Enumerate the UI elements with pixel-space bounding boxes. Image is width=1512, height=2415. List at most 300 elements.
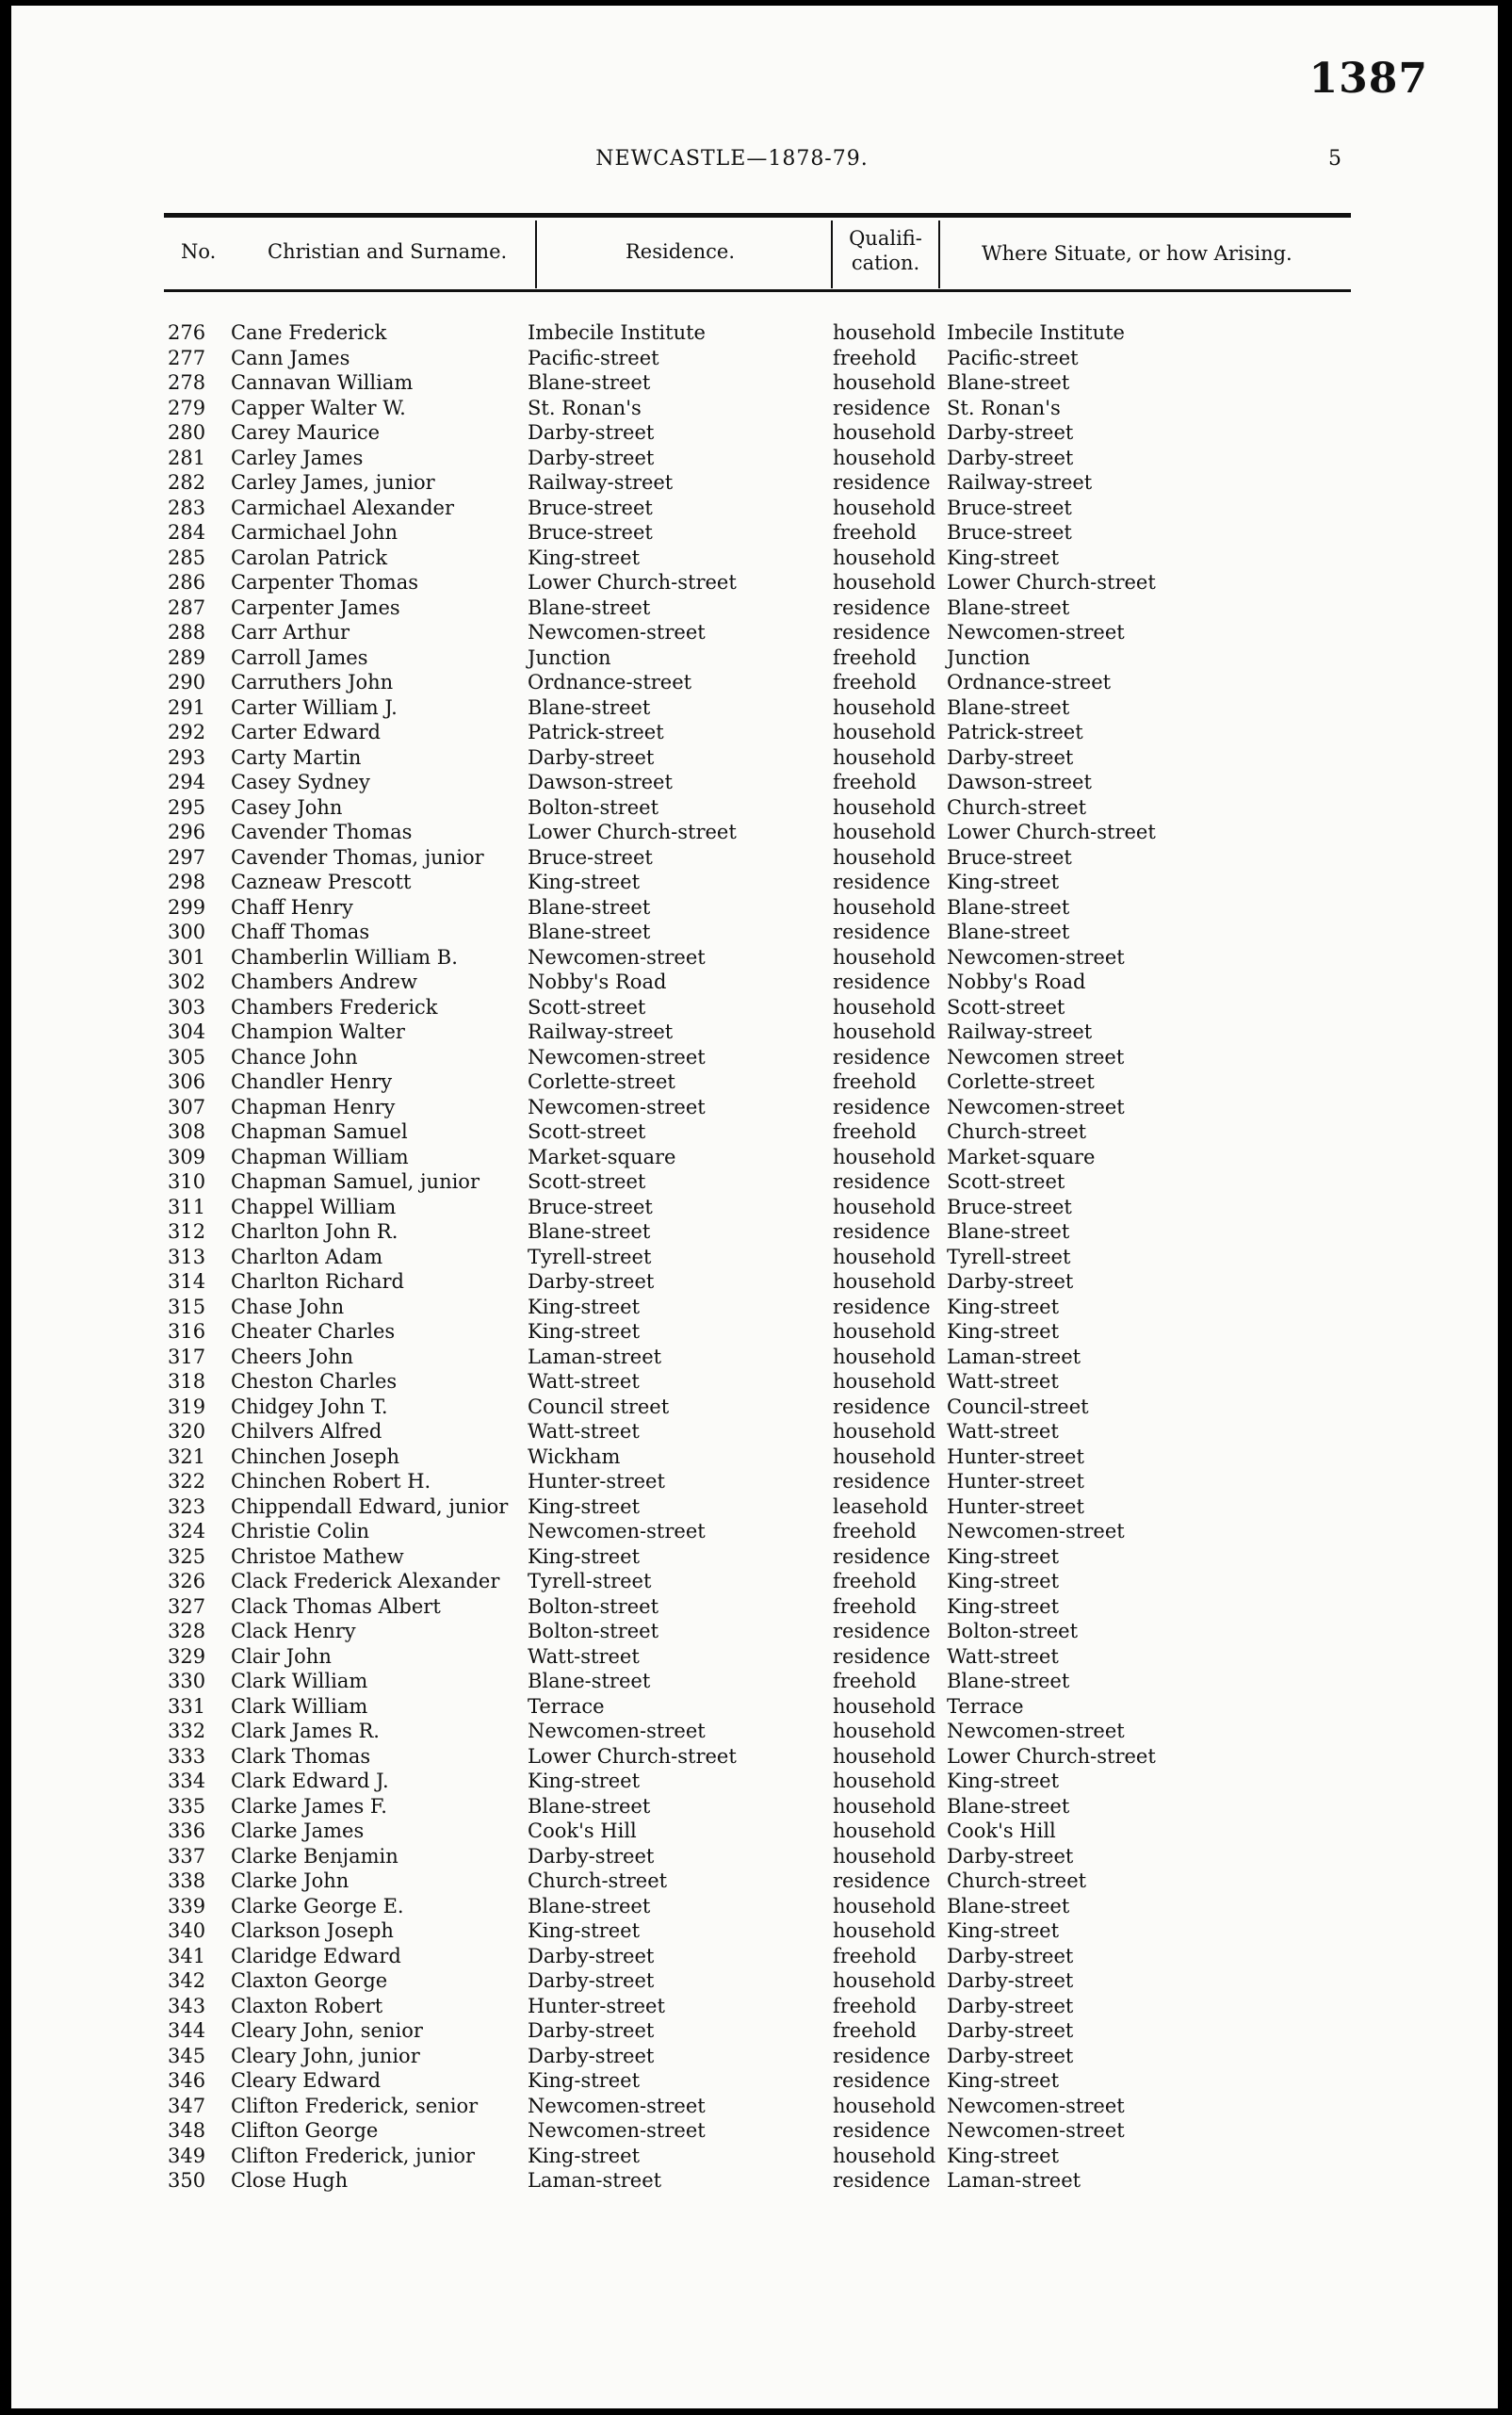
voter-name: Claxton George [231, 1969, 388, 1992]
qualification-cell: household [833, 945, 936, 969]
entry-number: 296 [168, 821, 206, 843]
where-situate-cell: Blane-street [947, 921, 1070, 943]
where-situate-cell: Blane-street [947, 895, 1070, 919]
where-situate-cell: King-street [947, 1544, 1060, 1568]
where-situate-cell: Council-street [947, 1395, 1089, 1418]
table-row [11, 1744, 1498, 1770]
entry-number: 290 [168, 671, 206, 693]
table-row [11, 845, 1498, 871]
voter-name: Close Hugh [231, 2169, 349, 2192]
voter-name: Chinchen Robert H. [231, 1470, 431, 1493]
header-bottom-rule [164, 289, 1351, 292]
where-situate-cell: Church-street [947, 1120, 1087, 1143]
residence-cell: Lower Church-street [528, 571, 737, 594]
residence-cell: Lower Church-street [528, 1744, 737, 1768]
entry-number: 313 [168, 1245, 206, 1268]
table-row [11, 2044, 1498, 2069]
column-divider [535, 220, 537, 288]
table-row [11, 695, 1498, 721]
qualification-cell: freehold [833, 2019, 917, 2042]
voter-name: Carruthers John [231, 671, 394, 693]
qualification-cell: household [833, 1844, 936, 1868]
table-row [11, 1819, 1498, 1844]
table-row [11, 945, 1498, 971]
where-situate-cell: Bruce-street [947, 496, 1072, 519]
qualification-cell: household [833, 1720, 936, 1742]
voter-name: Clack Henry [231, 1620, 356, 1642]
voter-name: Carpenter Thomas [231, 571, 418, 594]
residence-cell: Bruce-street [528, 1195, 653, 1218]
column-header-qualification [838, 226, 933, 275]
entry-number: 322 [168, 1470, 206, 1493]
where-situate-cell: Darby-street [947, 2019, 1074, 2042]
voter-name: Clarke George E. [231, 1894, 404, 1917]
residence-cell: Imbecile Institute [528, 321, 706, 344]
voter-name: Claridge Edward [231, 1944, 401, 1967]
table-row [11, 346, 1498, 371]
where-situate-cell: King-street [947, 2069, 1060, 2092]
table-row [11, 1494, 1498, 1520]
table-row [11, 1145, 1498, 1170]
table-row [11, 1794, 1498, 1819]
qualification-cell: household [833, 1270, 936, 1293]
page-number: 5 [1328, 147, 1341, 171]
voter-name: Cleary John, junior [231, 2044, 420, 2067]
where-situate-cell: King-street [947, 1594, 1060, 1618]
qualification-cell: residence [833, 1544, 931, 1568]
table-row [11, 2018, 1498, 2044]
where-situate-cell: Darby-street [947, 1944, 1074, 1967]
qualification-cell: household [833, 2094, 936, 2117]
column-header-qualification-line2: cation. [851, 252, 920, 274]
residence-cell: Junction [528, 645, 611, 669]
qualification-cell: residence [833, 1644, 931, 1668]
entry-number: 319 [168, 1395, 206, 1418]
where-situate-cell: Newcomen-street [947, 621, 1125, 644]
qualification-cell: household [833, 546, 936, 569]
where-situate-cell: Lower Church-street [947, 821, 1156, 843]
voter-name: Clack Frederick Alexander [231, 1570, 500, 1592]
column-header-no: No. [181, 240, 217, 263]
table-row [11, 1719, 1498, 1744]
where-situate-cell: King-street [947, 871, 1060, 893]
table-row [11, 1918, 1498, 1944]
voter-name: Chaff Thomas [231, 921, 370, 943]
entry-number: 291 [168, 695, 206, 719]
voter-name: Chinchen Joseph [231, 1444, 399, 1468]
voter-name: Carolan Patrick [231, 546, 388, 569]
residence-cell: Newcomen-street [528, 2094, 706, 2117]
voter-name: Chilvers Alfred [231, 1420, 382, 1443]
table-row [11, 1295, 1498, 1320]
qualification-cell: residence [833, 1095, 931, 1118]
qualification-cell: household [833, 1894, 936, 1917]
where-situate-cell: King-street [947, 1770, 1060, 1792]
table-row [11, 870, 1498, 895]
qualification-cell: household [833, 695, 936, 719]
where-situate-cell: Scott-street [947, 995, 1065, 1019]
qualification-cell: household [833, 1320, 936, 1343]
entry-number: 325 [168, 1544, 206, 1568]
table-row [11, 496, 1498, 521]
entry-number: 348 [168, 2119, 206, 2142]
where-situate-cell: Darby-street [947, 1994, 1074, 2017]
qualification-cell: residence [833, 1220, 931, 1243]
document-page [11, 6, 1498, 2408]
residence-cell: Blane-street [528, 1894, 651, 1917]
table-row [11, 1020, 1498, 1045]
voter-name: Clack Thomas Albert [231, 1594, 441, 1618]
where-situate-cell: Bolton-street [947, 1620, 1079, 1642]
voter-name: Carroll James [231, 645, 368, 669]
where-situate-cell: Watt-street [947, 1370, 1059, 1393]
where-situate-cell: Laman-street [947, 2169, 1081, 2192]
where-situate-cell: Darby-street [947, 1969, 1074, 1992]
voter-name: Chidgey John T. [231, 1395, 388, 1418]
entry-number: 333 [168, 1744, 206, 1768]
entry-number: 288 [168, 621, 206, 644]
voter-name: Cheers John [231, 1345, 354, 1368]
residence-cell: Corlette-street [528, 1070, 675, 1093]
qualification-cell: household [833, 795, 936, 819]
voter-name: Christoe Mathew [231, 1544, 404, 1568]
voter-name: Chambers Andrew [231, 971, 417, 993]
qualification-cell: household [833, 321, 936, 344]
entry-number: 316 [168, 1320, 206, 1343]
entry-number: 346 [168, 2069, 206, 2092]
entry-number: 314 [168, 1270, 206, 1293]
residence-cell: Laman-street [528, 2169, 662, 2192]
table-row [11, 1269, 1498, 1295]
qualification-cell: residence [833, 1170, 931, 1193]
qualification-cell: household [833, 721, 936, 743]
where-situate-cell: Dawson-street [947, 771, 1092, 793]
voter-name: Chapman Henry [231, 1095, 396, 1118]
qualification-cell: household [833, 845, 936, 869]
residence-cell: Bolton-street [528, 1594, 659, 1618]
where-situate-cell: Blane-street [947, 596, 1070, 619]
where-situate-cell: Blane-street [947, 371, 1070, 394]
qualification-cell: household [833, 821, 936, 843]
voter-name: Chapman William [231, 1145, 409, 1168]
table-row [11, 1868, 1498, 1894]
residence-cell: Newcomen-street [528, 2119, 706, 2142]
residence-cell: Blane-street [528, 596, 651, 619]
entry-number: 320 [168, 1420, 206, 1443]
voter-name: Clair John [231, 1644, 332, 1668]
entry-number: 306 [168, 1070, 206, 1093]
qualification-cell: residence [833, 871, 931, 893]
entry-number: 328 [168, 1620, 206, 1642]
where-situate-cell: Newcomen-street [947, 2119, 1125, 2142]
voter-name: Cheater Charles [231, 1320, 396, 1343]
where-situate-cell: Railway-street [947, 471, 1093, 494]
entry-number: 324 [168, 1520, 206, 1542]
table-row [11, 720, 1498, 745]
residence-cell: Bolton-street [528, 795, 659, 819]
where-situate-cell: Patrick-street [947, 721, 1083, 743]
residence-cell: Newcomen-street [528, 1720, 706, 1742]
entry-number: 347 [168, 2094, 206, 2117]
qualification-cell: household [833, 1245, 936, 1268]
table-row [11, 2168, 1498, 2194]
table-row [11, 2094, 1498, 2119]
qualification-cell: residence [833, 1295, 931, 1318]
header-top-rule [164, 213, 1351, 218]
where-situate-cell: Bruce-street [947, 521, 1072, 544]
entry-number: 304 [168, 1020, 206, 1043]
where-situate-cell: King-street [947, 1295, 1060, 1318]
entry-number: 292 [168, 721, 206, 743]
table-row [11, 2144, 1498, 2169]
voter-name: Chamberlin William B. [231, 945, 458, 969]
table-row [11, 920, 1498, 945]
residence-cell: Patrick-street [528, 721, 664, 743]
entry-number: 282 [168, 471, 206, 494]
voter-name: Clark Edward J. [231, 1770, 389, 1792]
qualification-cell: freehold [833, 671, 917, 693]
where-situate-cell: Hunter-street [947, 1444, 1084, 1468]
qualification-cell: freehold [833, 771, 917, 793]
qualification-cell: residence [833, 1395, 931, 1418]
entry-number: 344 [168, 2019, 206, 2042]
voter-name: Clifton Frederick, senior [231, 2094, 479, 2117]
voter-name: Clark William [231, 1670, 368, 1692]
voter-name: Cavender Thomas [231, 821, 413, 843]
voter-name: Carley James, junior [231, 471, 435, 494]
residence-cell: Ordnance-street [528, 671, 692, 693]
voter-name: Clark William [231, 1694, 368, 1718]
residence-cell: Dawson-street [528, 771, 673, 793]
residence-cell: Tyrell-street [528, 1245, 652, 1268]
residence-cell: Darby-street [528, 1270, 655, 1293]
entry-number: 339 [168, 1894, 206, 1917]
where-situate-cell: Pacific-street [947, 346, 1079, 369]
residence-cell: Tyrell-street [528, 1570, 652, 1592]
qualification-cell: freehold [833, 1070, 917, 1093]
voter-name: Carmichael Alexander [231, 496, 454, 519]
voter-name: Capper Walter W. [231, 396, 406, 419]
residence-cell: Lower Church-street [528, 821, 737, 843]
qualification-cell: household [833, 421, 936, 444]
where-situate-cell: King-street [947, 1919, 1060, 1942]
column-divider [938, 220, 940, 288]
where-situate-cell: Darby-street [947, 1844, 1074, 1868]
voter-name: Chandler Henry [231, 1070, 393, 1093]
voter-name: Clark James R. [231, 1720, 380, 1742]
residence-cell: Blane-street [528, 921, 651, 943]
table-row [11, 1844, 1498, 1869]
where-situate-cell: Tyrell-street [947, 1245, 1071, 1268]
where-situate-cell: Newcomen-street [947, 945, 1125, 969]
table-row [11, 820, 1498, 845]
voter-name: Carley James [231, 446, 364, 469]
entry-number: 326 [168, 1570, 206, 1592]
entry-number: 341 [168, 1944, 206, 1967]
where-situate-cell: Darby-street [947, 421, 1074, 444]
table-row [11, 670, 1498, 695]
where-situate-cell: Darby-street [947, 1270, 1074, 1293]
table-row [11, 1195, 1498, 1220]
table-row [11, 420, 1498, 446]
residence-cell: Newcomen-street [528, 945, 706, 969]
residence-cell: Darby-street [528, 1844, 655, 1868]
voter-name: Carpenter James [231, 596, 400, 619]
voter-name: Chase John [231, 1295, 345, 1318]
table-row [11, 1944, 1498, 1969]
residence-cell: Scott-street [528, 995, 646, 1019]
qualification-cell: household [833, 1370, 936, 1393]
table-row [11, 1345, 1498, 1370]
entry-number: 332 [168, 1720, 206, 1742]
qualification-cell: freehold [833, 1944, 917, 1967]
voter-name: Chapman Samuel [231, 1120, 408, 1143]
residence-cell: King-street [528, 1494, 641, 1518]
qualification-cell: household [833, 1145, 936, 1168]
qualification-cell: household [833, 1694, 936, 1718]
where-situate-cell: Railway-street [947, 1020, 1093, 1043]
qualification-cell: household [833, 1444, 936, 1468]
entry-number: 302 [168, 971, 206, 993]
entry-number: 309 [168, 1145, 206, 1168]
qualification-cell: household [833, 995, 936, 1019]
qualification-cell: residence [833, 471, 931, 494]
residence-cell: Railway-street [528, 471, 674, 494]
table-row [11, 320, 1498, 346]
where-situate-cell: Junction [947, 645, 1031, 669]
residence-cell: Watt-street [528, 1420, 640, 1443]
qualification-cell: residence [833, 1869, 931, 1892]
table-row [11, 1444, 1498, 1470]
where-situate-cell: Newcomen-street [947, 1520, 1125, 1542]
residence-cell: Blane-street [528, 895, 651, 919]
table-row [11, 1369, 1498, 1395]
qualification-cell: household [833, 496, 936, 519]
voter-name: Carey Maurice [231, 421, 381, 444]
residence-cell: Council street [528, 1395, 670, 1418]
entry-number: 301 [168, 945, 206, 969]
entry-number: 303 [168, 995, 206, 1019]
qualification-cell: residence [833, 2069, 931, 2092]
qualification-cell: residence [833, 921, 931, 943]
entry-number: 305 [168, 1045, 206, 1069]
voter-name: Carter William J. [231, 695, 398, 719]
qualification-cell: household [833, 1195, 936, 1218]
residence-cell: Darby-street [528, 1944, 655, 1967]
voter-name: Charlton Adam [231, 1245, 383, 1268]
where-situate-cell: Church-street [947, 795, 1087, 819]
table-row [11, 1769, 1498, 1794]
residence-cell: Cook's Hill [528, 1819, 637, 1842]
residence-cell: Newcomen-street [528, 1045, 706, 1069]
residence-cell: Newcomen-street [528, 621, 706, 644]
entry-number: 278 [168, 371, 206, 394]
residence-cell: King-street [528, 2069, 641, 2092]
voter-name: Chaff Henry [231, 895, 353, 919]
entry-number: 331 [168, 1694, 206, 1718]
table-row [11, 1519, 1498, 1544]
entry-number: 337 [168, 1844, 206, 1868]
residence-cell: Bruce-street [528, 496, 653, 519]
qualification-cell: residence [833, 971, 931, 993]
table-row [11, 1569, 1498, 1594]
residence-cell: Laman-street [528, 1345, 662, 1368]
where-situate-cell: Hunter-street [947, 1494, 1084, 1518]
qualification-cell: residence [833, 596, 931, 619]
entry-number: 342 [168, 1969, 206, 1992]
voter-name: Clarke John [231, 1869, 350, 1892]
folio-number: 1387 [1309, 55, 1428, 103]
entry-number: 298 [168, 871, 206, 893]
residence-cell: Scott-street [528, 1170, 646, 1193]
where-situate-cell: Corlette-street [947, 1070, 1095, 1093]
qualification-cell: freehold [833, 1120, 917, 1143]
voter-name: Clarkson Joseph [231, 1919, 394, 1942]
table-row [11, 1219, 1498, 1245]
where-situate-cell: Market-square [947, 1145, 1096, 1168]
entry-number: 281 [168, 446, 206, 469]
voter-name: Claxton Robert [231, 1994, 383, 2017]
residence-cell: Scott-street [528, 1120, 646, 1143]
table-row [11, 1619, 1498, 1644]
where-situate-cell: Cook's Hill [947, 1819, 1056, 1842]
qualification-cell: freehold [833, 1520, 917, 1542]
qualification-cell: household [833, 371, 936, 394]
entry-number: 283 [168, 496, 206, 519]
voter-name: Chambers Frederick [231, 995, 438, 1019]
column-header-where: Where Situate, or how Arising. [982, 242, 1293, 265]
entry-number: 297 [168, 845, 206, 869]
entry-number: 295 [168, 795, 206, 819]
column-header-qualification-line1: Qualifi- [849, 227, 922, 250]
entry-number: 280 [168, 421, 206, 444]
qualification-cell: household [833, 1345, 936, 1368]
qualification-cell: freehold [833, 521, 917, 544]
voter-name: Clarke Benjamin [231, 1844, 398, 1868]
qualification-cell: freehold [833, 645, 917, 669]
qualification-cell: household [833, 1420, 936, 1443]
qualification-cell: residence [833, 1620, 931, 1642]
voter-name: Carty Martin [231, 745, 362, 769]
entry-number: 307 [168, 1095, 206, 1118]
entry-number: 335 [168, 1794, 206, 1818]
where-situate-cell: Blane-street [947, 1894, 1070, 1917]
residence-cell: Darby-street [528, 2019, 655, 2042]
residence-cell: King-street [528, 1295, 641, 1318]
residence-cell: Bruce-street [528, 845, 653, 869]
entry-number: 300 [168, 921, 206, 943]
residence-cell: Newcomen-street [528, 1095, 706, 1118]
voter-name: Cavender Thomas, junior [231, 845, 484, 869]
residence-cell: Darby-street [528, 446, 655, 469]
entry-number: 340 [168, 1919, 206, 1942]
where-situate-cell: Newcomen street [947, 1045, 1125, 1069]
entry-number: 285 [168, 546, 206, 569]
qualification-cell: leasehold [833, 1494, 929, 1518]
where-situate-cell: King-street [947, 2144, 1060, 2167]
entry-number: 349 [168, 2144, 206, 2167]
entry-number: 315 [168, 1295, 206, 1318]
voter-name: Chippendall Edward, junior [231, 1494, 509, 1518]
residence-cell: King-street [528, 2144, 641, 2167]
where-situate-cell: Church-street [947, 1869, 1087, 1892]
qualification-cell: freehold [833, 1670, 917, 1692]
entry-number: 277 [168, 346, 206, 369]
where-situate-cell: Blane-street [947, 1794, 1070, 1818]
entry-number: 329 [168, 1644, 206, 1668]
entry-number: 338 [168, 1869, 206, 1892]
residence-cell: Darby-street [528, 745, 655, 769]
